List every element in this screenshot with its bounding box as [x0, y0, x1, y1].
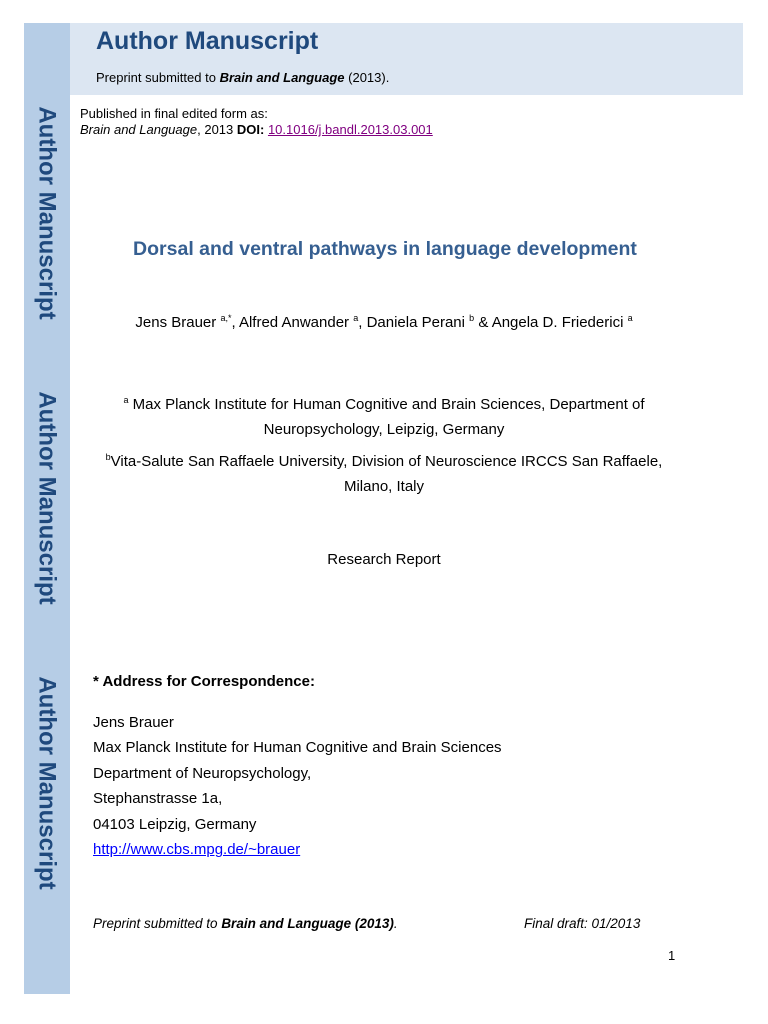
doi-link[interactable]: 10.1016/j.bandl.2013.03.001: [267, 122, 433, 137]
affiliation: $^a$ Max Planck Institute for Human Cognitive and Brain Sciences, Department of Neuropsychology, Leipzig, Germany: [123, 395, 645, 438]
manuscript-header: [70, 23, 743, 95]
footer-preprint-note: Preprint submitted to Brain and Language (2013).: [93, 916, 398, 931]
author: Alfred Anwander $^a$,: [238, 313, 367, 331]
header-preprint-line: Preprint submitted to Brain and Language (2013).: [96, 70, 390, 85]
correspondence-address: [93, 710, 502, 862]
sidebar-label: Author Manuscript: [34, 391, 62, 605]
header-title: Author Manuscript: [96, 27, 319, 55]
address-line: Jens Brauer: [93, 714, 174, 731]
address-line: Department of Neuropsychology,: [93, 764, 312, 782]
sidebar-label: Author Manuscript: [34, 676, 62, 890]
correspondence-heading: * Address for Correspondence:: [93, 673, 315, 690]
report-type: Research Report: [327, 551, 441, 568]
author: Daniela Perani $^b$ &: [366, 313, 492, 331]
publication-info: [80, 106, 433, 138]
author-manuscript-sidebar: [24, 23, 70, 994]
address-line: Stephanstrasse 1a,: [93, 790, 223, 808]
address-line: 04103 Leipzig, Germany: [93, 815, 257, 833]
author: Jens Brauer $^{a,*}$,: [135, 313, 239, 331]
page-number: 1: [668, 948, 676, 963]
affiliation: $^b$Vita-Salute San Raffaele University, Division of Neuroscience IRCCS San Raffaele, Milano, Italy: [105, 452, 663, 495]
sidebar-label: Author Manuscript: [34, 106, 62, 320]
publication-line: Published in final edited form as:: [80, 106, 268, 121]
publication-citation: Brain and Language, 2013 DOI: 10.1016/j.bandl.2013.03.001: [80, 122, 433, 137]
homepage-link[interactable]: http://www.cbs.mpg.de/~brauer: [93, 841, 301, 859]
paper-title: Dorsal and ventral pathways in language development: [133, 238, 637, 260]
address-line: Max Planck Institute for Human Cognitive and Brain Sciences: [93, 739, 502, 757]
author: Angela D. Friederici $^a$: [491, 313, 633, 331]
footer-final-draft: Final draft: 01/2013: [524, 916, 641, 931]
author-list: [80, 310, 688, 335]
